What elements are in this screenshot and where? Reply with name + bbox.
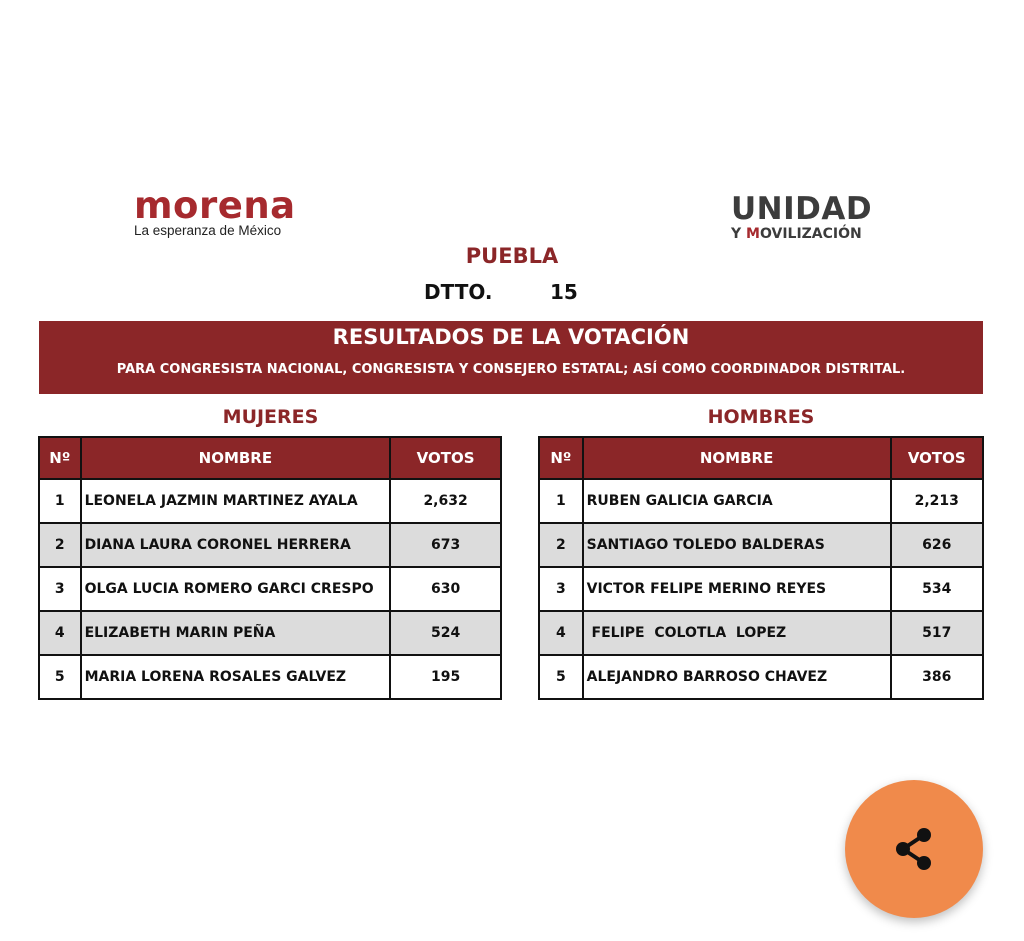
table-row — [39, 655, 501, 699]
table-row — [39, 567, 501, 611]
row-votes: 2,632 — [390, 479, 501, 523]
unidad-line1: UNIDAD — [731, 191, 873, 227]
row-num: 4 — [39, 611, 81, 655]
results-subtitle: PARA CONGRESISTA NACIONAL, CONGRESISTA Y CONSEJERO ESTATAL; ASÍ COMO COORDINADOR DISTRITAL. — [116, 362, 906, 377]
row-votes: 517 — [891, 611, 983, 655]
row-name: SANTIAGO TOLEDO BALDERAS — [583, 523, 891, 567]
row-name: RUBEN GALICIA GARCIA — [583, 479, 891, 523]
row-name: LEONELA JAZMIN MARTINEZ AYALA — [81, 479, 391, 523]
row-num: 1 — [39, 479, 81, 523]
row-votes: 524 — [390, 611, 501, 655]
table-row — [39, 479, 501, 523]
row-votes: 386 — [891, 655, 983, 699]
unidad-logo — [731, 192, 872, 242]
share-button[interactable] — [845, 780, 983, 918]
row-name: DIANA LAURA CORONEL HERRERA — [81, 523, 391, 567]
results-title: RESULTADOS DE LA VOTACIÓN — [332, 325, 690, 349]
table-header-row — [39, 437, 501, 479]
state-title: PUEBLA — [465, 244, 559, 268]
col-votes: VOTOS — [390, 437, 501, 479]
morena-brand: morena — [134, 184, 296, 227]
row-num: 5 — [539, 655, 583, 699]
row-num: 3 — [39, 567, 81, 611]
unidad-line2: Y MOVILIZACIÓN — [731, 226, 862, 242]
col-num: Nº — [539, 437, 583, 479]
row-votes: 673 — [390, 523, 501, 567]
row-num: 2 — [39, 523, 81, 567]
row-votes: 195 — [390, 655, 501, 699]
row-num: 3 — [539, 567, 583, 611]
table-row — [539, 611, 983, 655]
row-votes: 626 — [891, 523, 983, 567]
row-name: ALEJANDRO BARROSO CHAVEZ — [583, 655, 891, 699]
district-line — [424, 280, 578, 304]
col-name: NOMBRE — [583, 437, 891, 479]
row-name: VICTOR FELIPE MERINO REYES — [583, 567, 891, 611]
row-votes: 2,213 — [891, 479, 983, 523]
men-table — [538, 436, 984, 700]
table-header-row — [539, 437, 983, 479]
men-title: HOMBRES — [707, 406, 815, 428]
col-name: NOMBRE — [81, 437, 391, 479]
row-num: 1 — [539, 479, 583, 523]
district-number: 15 — [550, 280, 578, 304]
table-row — [539, 523, 983, 567]
results-banner — [39, 321, 983, 394]
row-name: MARIA LORENA ROSALES GALVEZ — [81, 655, 391, 699]
morena-logo — [134, 186, 296, 239]
row-num: 5 — [39, 655, 81, 699]
row-name: OLGA LUCIA ROMERO GARCI CRESPO — [81, 567, 391, 611]
table-row — [539, 567, 983, 611]
women-title: MUJERES — [222, 406, 319, 428]
share-icon — [892, 825, 936, 873]
women-table — [38, 436, 502, 700]
row-num: 2 — [539, 523, 583, 567]
morena-tagline: La esperanza de México — [134, 223, 282, 238]
col-num: Nº — [39, 437, 81, 479]
table-row — [39, 611, 501, 655]
col-votes: VOTOS — [891, 437, 983, 479]
row-name: FELIPE COLOTLA LOPEZ — [583, 611, 891, 655]
district-label: DTTO. — [424, 280, 493, 304]
table-row — [539, 655, 983, 699]
row-name: ELIZABETH MARIN PEÑA — [81, 611, 391, 655]
table-row — [539, 479, 983, 523]
table-row — [39, 523, 501, 567]
row-votes: 630 — [390, 567, 501, 611]
row-num: 4 — [539, 611, 583, 655]
row-votes: 534 — [891, 567, 983, 611]
